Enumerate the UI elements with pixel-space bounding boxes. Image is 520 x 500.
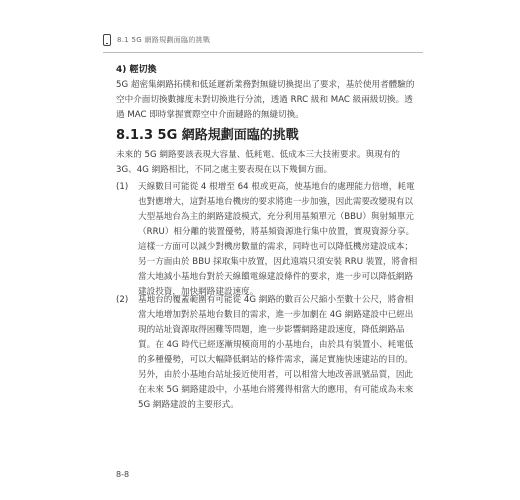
page-number: 8-8	[116, 470, 130, 479]
header-text: 8.1 5G 網路規劃面臨的挑戰	[117, 36, 211, 44]
subsection-heading: 4) 輕切換	[116, 65, 157, 75]
running-header	[103, 33, 210, 47]
phone-icon	[103, 34, 111, 46]
section-intro: 未來的 5G 網路要該表現大容量、低耗電、低成本三大技術要求。與現有的 3G、4G 網路相比，不同之處主要表現在以下幾個方面。	[116, 150, 400, 175]
list-item	[116, 293, 418, 413]
list-item-number: (1)	[116, 182, 129, 192]
header-rule	[103, 52, 423, 53]
list-item-text: 基地台的覆蓋範圍有可能從 4G 網路的數百公尺縮小至數十公尺，將會相當大地增加對於基地台數目的需求，進一步加劇在 4G 網路建設中已經出現的站址資源取得困難等問題，進一步影響網路建設速度，降低網路品質。在 4G 時代已經逐漸規模商用的小基地台，由於具有裝置小、耗電低的多種優勢，可以大幅降低網站的條件需求，滿足實施快速建站的目的。另外，由於小基地台站址接近使用者，可以相當大地改善訊號品質，因此在未來 5G 網路建設中，小基地台將獲得相當大的應用，有可能成為未來 5G 網路建設的主要形式。	[138, 295, 414, 410]
list-item-number: (2)	[116, 295, 129, 305]
list-item	[116, 180, 418, 300]
subsection-paragraph: 5G 超密集網路拓樸和低延遲新業務對無縫切換提出了要求，基於使用者體驗的空中介面切換數據度未對切換進行分流，透過 RRC 級和 MAC 級兩級切換。透過 MAC 即時掌握實際空中介面鏈路的無縫切換。	[116, 80, 415, 120]
section-title: 8.1.3 5G 網路規劃面臨的挑戰	[116, 128, 299, 143]
list-item-text: 天線數目可能從 4 根增至 64 根或更高，使基地台的處理能力倍增，耗電也對應增大，這對基地台機房的要求將進一步加強，因此需要改變現有以大型基地台為主的網路建設模式，充分利用基頻單元（BBU）與射頻單元（RRU）相分離的裝置優勢，將基頻資源進行集中放置，實現資源分享。這樣一方面可以減少對機房數量的需求，同時也可以降低機房建設成本；另一方面由於 BBU 採取集中放置，因此遠端只須安裝 RRU 裝置，將會相當大地減小基地台對於天線饋電線建設條件的要求，進一步可以降低網路建設投資，加快網路建設速度。	[138, 182, 418, 297]
